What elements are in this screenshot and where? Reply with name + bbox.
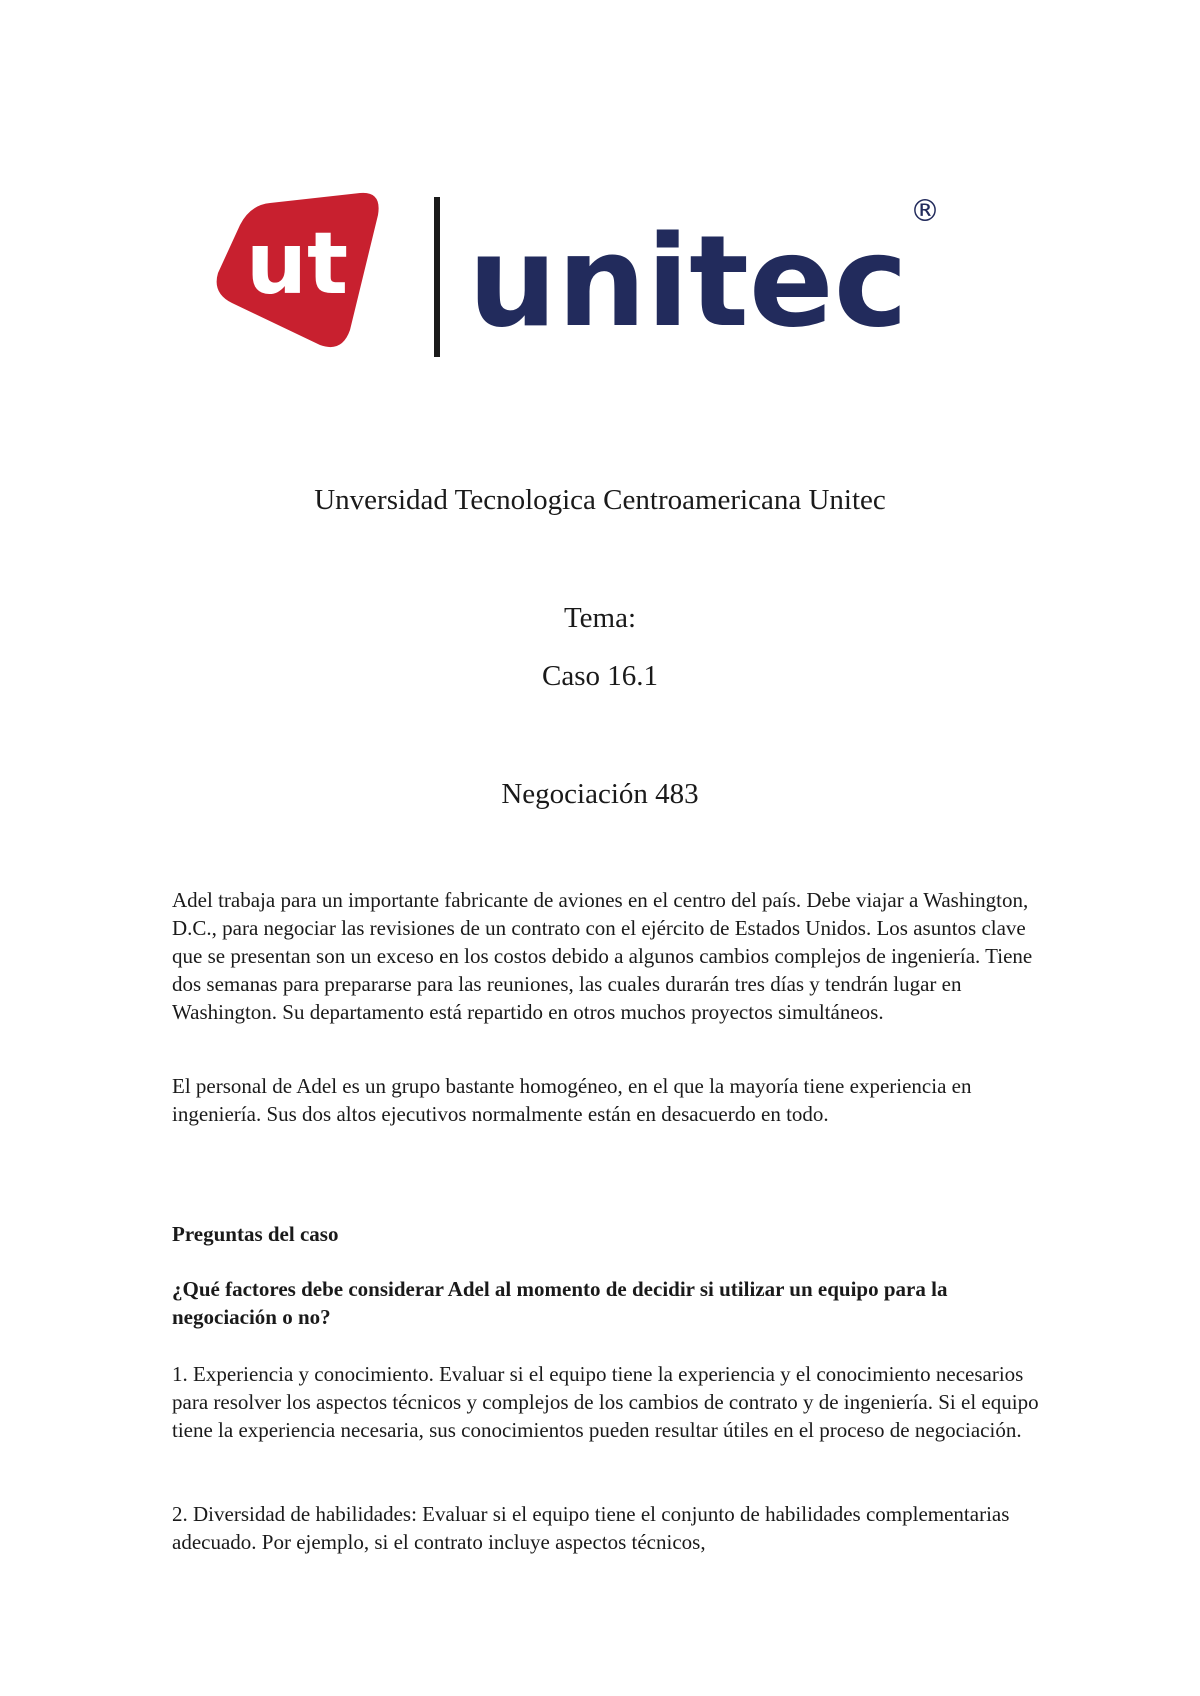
paragraph-2: El personal de Adel es un grupo bastante homogéneo, en el que la mayoría tiene experiencia en ingeniería. Sus dos altos ejecutivos normalmente están en desacuerdo en todo. <box>172 1074 972 1126</box>
university-name: Unversidad Tecnologica Centroamericana Unitec <box>314 484 886 516</box>
unitec-wordmark: unitec <box>468 208 908 355</box>
registered-mark: ® <box>910 194 940 229</box>
case-title: Caso 16.1 <box>542 660 658 692</box>
unitec-logo <box>210 185 950 365</box>
topic-label: Tema: <box>563 602 637 634</box>
question-1: ¿Qué factores debe considerar Adel al momento de decidir si utilizar un equipo para la negociación o no? <box>172 1277 948 1329</box>
course-name: Negociación 483 <box>501 778 699 810</box>
ut-emblem-text: ut <box>245 214 349 314</box>
answer-1: 1. Experiencia y conocimiento. Evaluar si el equipo tiene la experiencia y el conocimiento necesarios para resolver los aspectos técnicos y complejos de los cambios de contrato y de ingeniería. Si el equipo tiene la experiencia necesaria, sus conocimientos pueden resultar útiles en el proceso de negociación. <box>172 1362 1039 1442</box>
answer-2: 2. Diversidad de habilidades: Evaluar si el equipo tiene el conjunto de habilidades complementarias adecuado. Por ejemplo, si el contrato incluye aspectos técnicos, <box>172 1502 1010 1554</box>
questions-heading: Preguntas del caso <box>172 1222 339 1246</box>
logo-divider <box>434 197 440 357</box>
paragraph-1: Adel trabaja para un importante fabricante de aviones en el centro del país. Debe viajar a Washington, D.C., para negociar las revisiones de un contrato con el ejército de Estados Unidos. Los asuntos clave que se presentan son un exceso en los costos debido a algunos cambios complejos de ingeniería. Tiene dos semanas para prepararse para las reuniones, las cuales durarán tres días y tendrán lugar en Washington. Su departamento está repartido en otros muchos proyectos simultáneos. <box>172 888 1033 1024</box>
